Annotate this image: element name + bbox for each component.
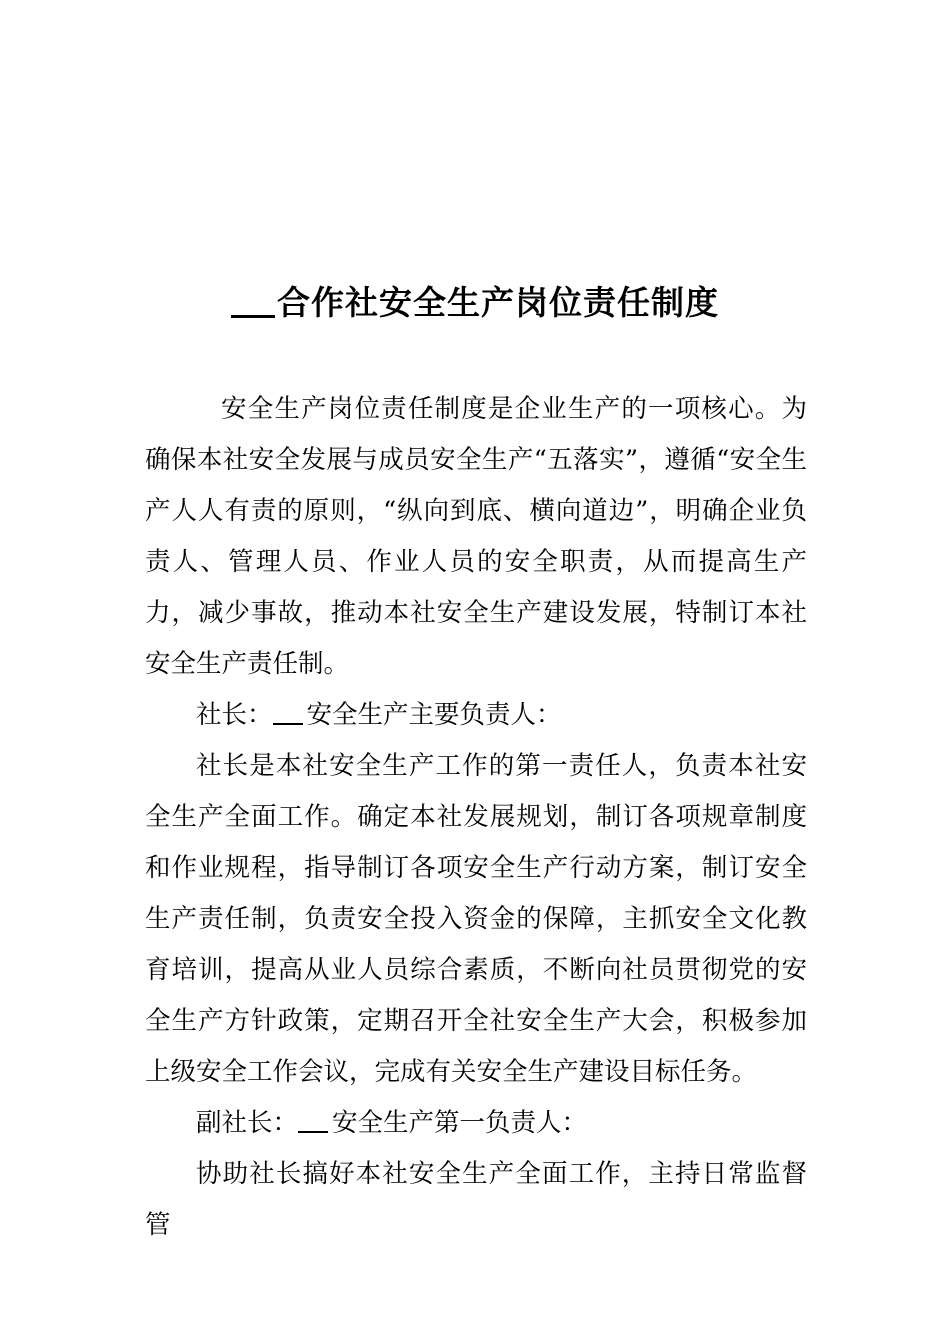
intro-paragraph: 安全生产岗位责任制度是企业生产的一项核心。为确保本社安全发展与成员安全生产“五落实”，遵循“安全生产人人有责的原则，“纵向到底、横向道边”，明确企业负责人、管理人员、作业人员的安全职责，从而提高生产力，减少事故，推动本社安全生产建设发展，特制订本社安全生产责任制。 [145,394,807,679]
section-heading-president [145,690,807,741]
president-blank-underline [273,698,303,726]
president-label: 社长： [196,700,273,730]
document-body [145,384,807,1251]
vice-president-label: 副社长： [196,1108,299,1138]
title-text: 合作社安全生产岗位责任制度 [277,283,719,322]
section-heading-vice-president [145,1098,807,1149]
president-duties-paragraph: 社长是本社安全生产工作的第一责任人，负责本社安全生产全面工作。确定本社发展规划，制订各项规章制度和作业规程，指导制订各项安全生产行动方案，制订安全生产责任制，负责安全投入资金的保障，主抓安全文化教育培训，提高从业人员综合素质，不断向社员贯彻党的安全生产方针政策，定期召开全社安全生产大会，积极参加上级安全工作会议，完成有关安全生产建设目标任务。 [145,751,807,1087]
document-title [0,280,950,326]
vice-president-duties-paragraph: 协助社长搞好本社安全生产全面工作，主持日常监督管 [145,1159,807,1240]
president-role: 安全生产主要负责人： [306,700,562,730]
vice-president-blank-underline [298,1106,328,1134]
vice-president-role: 安全生产第一负责人： [332,1108,588,1138]
title-blank-underline [231,282,275,318]
